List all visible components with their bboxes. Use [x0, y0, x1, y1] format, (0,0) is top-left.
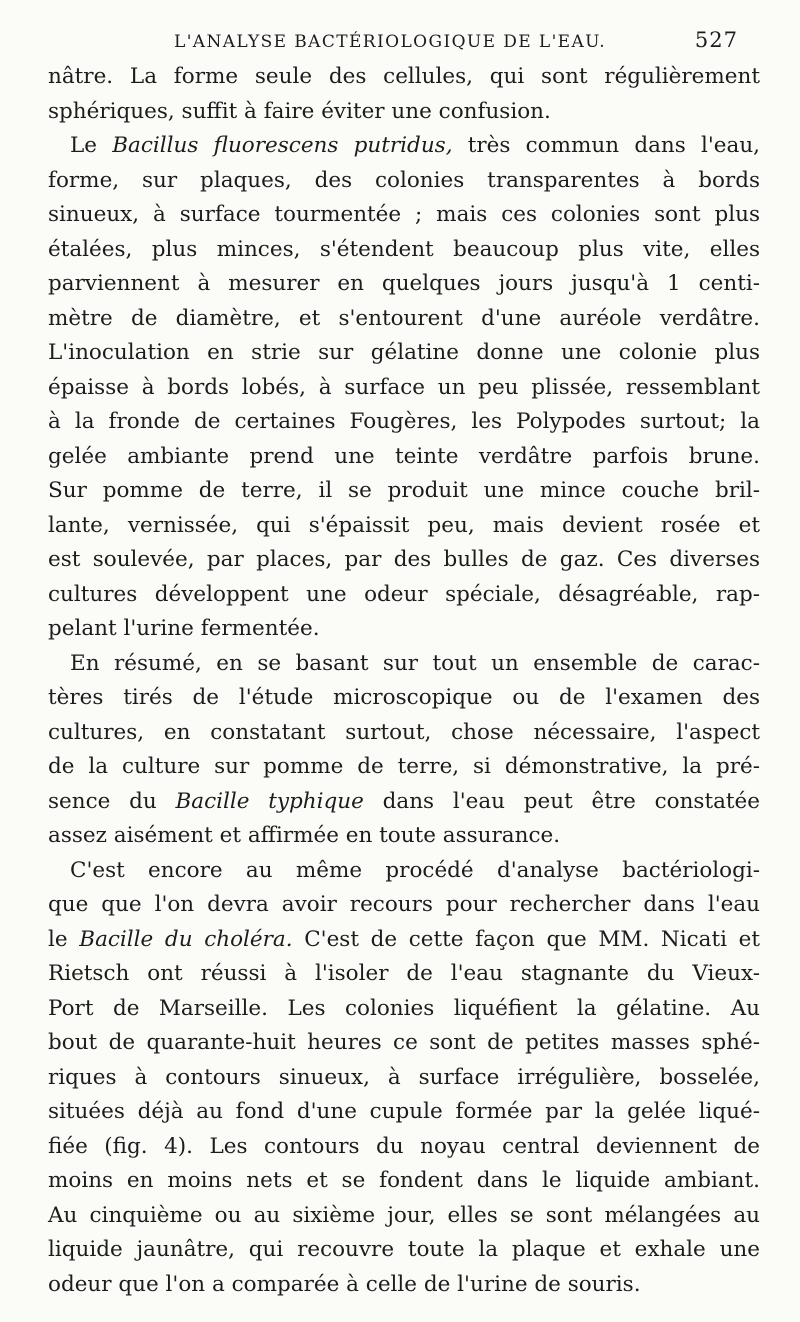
text-line	[48, 1268, 760, 1303]
paragraph	[48, 60, 760, 129]
text-segment: Sur pomme de terre, il se produit une mince couche bril-	[48, 478, 760, 503]
text-segment: Port de Marseille. Les colonies liquéfient la gélatine. Au	[48, 995, 760, 1021]
text-segment: C'est de cette façon que MM. Nicati et	[292, 926, 761, 952]
text-line	[48, 612, 760, 647]
text-line	[48, 267, 760, 302]
italic-term: Bacillus fluorescens putridus,	[112, 133, 453, 158]
text-line	[48, 785, 760, 820]
text-segment: assez aisément et affirmée en toute assurance.	[48, 823, 561, 848]
text-segment: tères tirés de l'étude microscopique ou de l'examen des	[48, 685, 760, 710]
text-segment: Le	[70, 133, 113, 158]
text-segment: mètre de diamètre, et s'entourent d'une auréole verdâtre.	[48, 305, 760, 331]
text-line	[48, 1233, 760, 1268]
text-line	[48, 1199, 760, 1234]
text-line	[48, 957, 760, 992]
text-line	[48, 405, 760, 440]
text-segment: L'inoculation en strie sur gélatine donne une colonie plus	[48, 340, 760, 365]
text-segment: épaisse à bords lobés, à surface un peu plissée, ressemblant	[48, 374, 760, 400]
text-line	[48, 1061, 760, 1096]
text-segment: En résumé, en se basant sur tout un ensemble de carac-	[70, 650, 760, 676]
text-segment: cultures, en constatant surtout, chose nécessaire, l'aspect	[48, 719, 760, 745]
text-line	[48, 509, 760, 544]
text-segment: parviennent à mesurer en quelques jours jusqu'à 1 centi-	[48, 271, 760, 296]
text-segment: C'est encore au même procédé d'analyse bactériologi-	[70, 857, 760, 883]
text-line	[48, 440, 760, 475]
text-segment: forme, sur plaques, des colonies transparentes à bords	[48, 167, 760, 193]
text-segment: gelée ambiante prend une teinte verdâtre parfois brune.	[48, 443, 760, 469]
text-line	[48, 647, 760, 682]
text-segment: riques à contours sinueux, à surface irrégulière, bosselée,	[48, 1064, 760, 1090]
text-segment: sphériques, suffit à faire éviter une confusion.	[48, 98, 551, 124]
page-header	[48, 28, 738, 62]
paragraph	[48, 647, 760, 854]
text-segment: situées déjà au fond d'une cupule formée par la gelée liqué-	[48, 1099, 760, 1124]
text-line	[48, 750, 760, 785]
text-line	[48, 474, 760, 509]
text-segment: étalées, plus minces, s'étendent beaucoup plus vite, elles	[48, 236, 760, 262]
text-line	[48, 681, 760, 716]
text-segment: sinueux, à surface tourmentée ; mais ces colonies sont plus	[48, 202, 760, 227]
text-segment: dans l'eau peut être constatée	[363, 788, 760, 814]
text-line	[48, 716, 760, 751]
text-line	[48, 371, 760, 406]
text-segment: Au cinquième ou au sixième jour, elles se sont mélangées au	[48, 1202, 760, 1228]
text-line	[48, 95, 760, 130]
text-segment: à la fronde de certaines Fougères, les Polypodes surtout; la	[48, 409, 760, 434]
text-line	[48, 198, 760, 233]
text-segment: Rietsch ont réussi à l'isoler de l'eau stagnante du Vieux-	[48, 961, 760, 986]
text-segment: odeur que l'on a comparée à celle de l'urine de souris.	[48, 1271, 641, 1297]
text-segment: est soulevée, par places, par des bulles de gaz. Ces diverses	[48, 547, 760, 572]
page-number: 527	[694, 28, 738, 52]
text-segment: que que l'on devra avoir recours pour rechercher dans l'eau	[48, 892, 760, 917]
text-line	[48, 233, 760, 268]
text-line	[48, 1095, 760, 1130]
text-line	[48, 992, 760, 1027]
text-line	[48, 923, 760, 958]
text-line	[48, 854, 760, 889]
text-line	[48, 1164, 760, 1199]
text-segment: moins en moins nets et se fondent dans le liquide ambiant.	[48, 1168, 760, 1193]
text-segment: cultures développent une odeur spéciale, désagréable, rap-	[48, 581, 760, 607]
running-title: L'ANALYSE BACTÉRIOLOGIQUE DE L'EAU.	[174, 32, 607, 52]
text-segment: fiée (fig. 4). Les contours du noyau central deviennent de	[48, 1133, 760, 1159]
text-segment: bout de quarante-huit heures ce sont de petites masses sphé-	[48, 1030, 760, 1055]
text-line	[48, 302, 760, 337]
text-segment: sence du	[48, 788, 176, 814]
text-segment: lante, vernissée, qui s'épaissit peu, mais devient rosée et	[48, 512, 760, 538]
paragraph	[48, 854, 760, 1303]
text-line	[48, 129, 760, 164]
text-segment: le	[48, 926, 80, 952]
text-line	[48, 819, 760, 854]
text-line	[48, 336, 760, 371]
text-line	[48, 1026, 760, 1061]
text-segment: pelant l'urine fermentée.	[48, 616, 320, 641]
text-segment: de la culture sur pomme de terre, si démonstrative, la pré-	[48, 754, 760, 779]
text-segment: nâtre. La forme seule des cellules, qui sont régulièrement	[48, 64, 760, 89]
text-line	[48, 1130, 760, 1165]
text-line	[48, 164, 760, 199]
text-line	[48, 578, 760, 613]
text-segment: très commun dans l'eau,	[452, 133, 761, 158]
text-line	[48, 888, 760, 923]
text-segment: liquide jaunâtre, qui recouvre toute la plaque et exhale une	[48, 1237, 760, 1262]
paragraph	[48, 129, 760, 647]
body-text	[48, 60, 760, 1302]
text-line	[48, 543, 760, 578]
italic-term: Bacille du choléra.	[79, 926, 293, 952]
italic-term: Bacille typhique	[175, 788, 364, 814]
text-line	[48, 60, 760, 95]
